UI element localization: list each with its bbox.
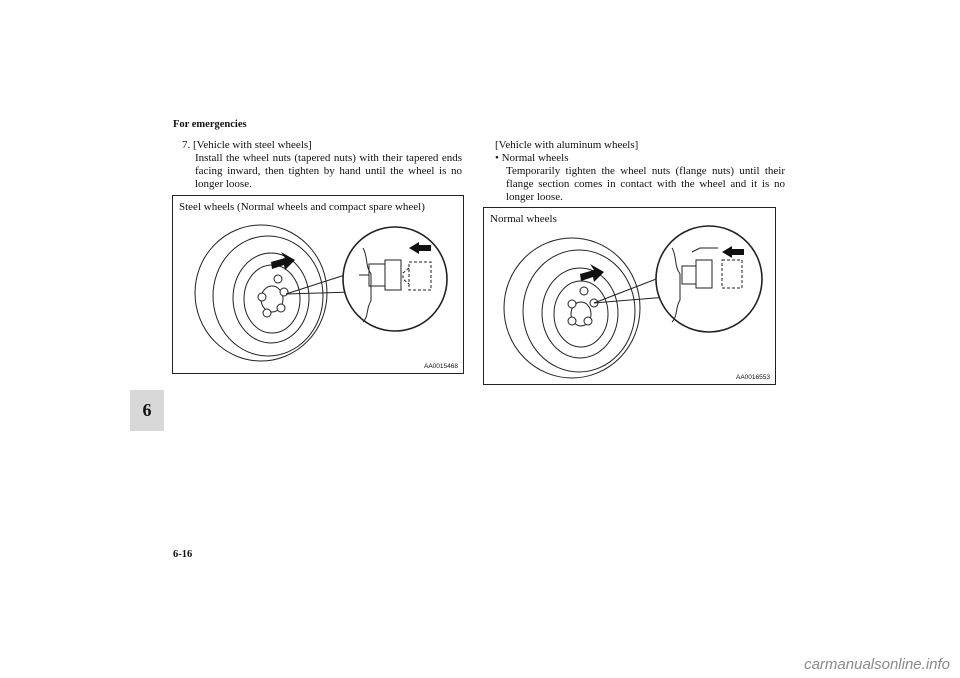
step-7-heading: 7. [Vehicle with steel wheels] bbox=[182, 139, 312, 151]
rim-inner bbox=[244, 265, 300, 333]
detail-circle bbox=[656, 226, 762, 332]
aluminum-text: Temporarily tighten the wheel nuts (flange nuts) until their flange section comes in contact with the wheel and it is no longer loose. bbox=[506, 165, 785, 203]
chapter-tab-number: 6 bbox=[142, 400, 152, 420]
chapter-tab bbox=[130, 390, 164, 431]
step-7-text: Install the wheel nuts (tapered nuts) with their tapered ends facing inward, then tighten by hand until the wheel is no longer loose. bbox=[195, 152, 462, 190]
aluminum-heading: [Vehicle with aluminum wheels] bbox=[495, 139, 639, 151]
tire-inner bbox=[213, 236, 323, 356]
steel-wheel-illustration bbox=[173, 196, 463, 373]
figure-title: Steel wheels (Normal wheels and compact spare wheel) bbox=[179, 201, 425, 213]
normal-wheels-bullet: • Normal wheels bbox=[495, 152, 569, 164]
section-header: For emergencies bbox=[173, 119, 247, 130]
rotate-arrow-icon bbox=[580, 264, 604, 282]
page-number: 6-16 bbox=[173, 549, 193, 560]
figure-code: AA0015468 bbox=[424, 363, 458, 370]
left-column bbox=[182, 139, 462, 191]
detail-circle bbox=[343, 227, 447, 331]
figure-code: AA0016553 bbox=[736, 374, 770, 381]
watermark: carmanualsonline.info bbox=[804, 656, 950, 673]
figure-title: Normal wheels bbox=[490, 213, 557, 225]
aluminum-wheel-figure bbox=[483, 207, 776, 385]
steel-wheel-figure bbox=[172, 195, 464, 374]
aluminum-wheel-illustration bbox=[484, 208, 775, 384]
right-column bbox=[495, 139, 785, 204]
